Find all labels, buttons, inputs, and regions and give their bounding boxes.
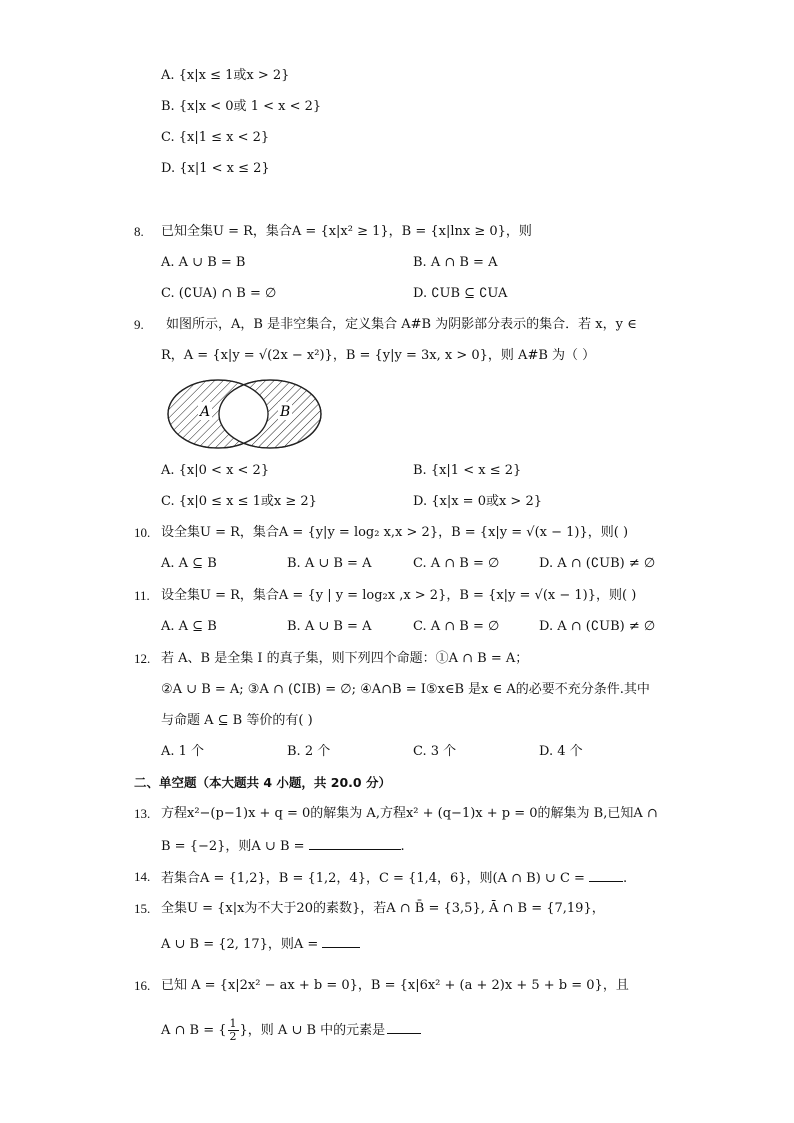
q14-answer-blank[interactable] [589,868,623,882]
fraction-denominator: 2 [229,1030,237,1043]
q14-number: 14. [134,869,151,884]
q12-stem-line2: ②A ∪ B = A; ③A ∩ (∁IB) = ∅; ④A∩B = I⑤x∈B 是x ∈ A的必要不充分条件.其中 [161,682,650,697]
q9-option-a: A. {x|0 < x < 2} [161,463,270,478]
q10-option-c: C. A ∩ B = ∅ [413,556,500,571]
q11-option-a: A. A ⊆ B [161,619,217,634]
q11-option-d: D. A ∩ (∁UB) ≠ ∅ [539,619,656,634]
q16-stem-line2 [161,1018,421,1043]
q10-option-d: D. A ∩ (∁UB) ≠ ∅ [539,556,656,571]
q16-stem-pre: A ∩ B = { [161,1023,227,1038]
q7-option-a: A. {x|x ≤ 1或x > 2} [161,68,290,83]
q13-stem-line2: B = {−2}，则A ∪ B = . [161,836,405,856]
q16-number: 16. [134,978,151,993]
q13-stem-line1: 方程x²−(p−1)x + q = 0的解集为 A,方程x² + (q−1)x + p = 0的解集为 B,已知A ∩ [161,806,658,821]
q11-option-c: C. A ∩ B = ∅ [413,619,500,634]
venn-diagram [166,378,324,450]
q8-option-a: A. A ∪ B = B [161,255,246,270]
q9-option-c: C. {x|0 ≤ x ≤ 1或x ≥ 2} [161,494,317,509]
q16-stem-post: }，则 A ∪ B 中的元素是 [239,1023,386,1038]
q12-option-a: A. 1 个 [161,744,205,759]
q8-number: 8. [134,224,144,239]
q12-number: 12. [134,651,151,666]
q11-stem: 设全集U = R，集合A = {y | y = log₂x ,x > 2}，B = {x|y = √(x − 1)}，则( ) [161,588,637,603]
q7-option-d: D. {x|1 < x ≤ 2} [161,161,270,176]
venn-label-a: A [200,404,211,420]
q12-stem-line3: 与命题 A ⊆ B 等价的有( ) [161,713,313,728]
q7-option-c: C. {x|1 ≤ x < 2} [161,130,270,145]
q12-option-d: D. 4 个 [539,744,583,759]
q14-stem-line: 若集合A = {1,2}，B = {1,2，4}，C = {1,4，6}，则(A ∩ B) ∪ C = . [161,868,627,888]
q8-option-b: B. A ∩ B = A [413,255,498,270]
q8-option-d: D. ∁UB ⊆ ∁UA [413,286,508,301]
fraction-numerator: 1 [229,1017,237,1030]
q16-fraction [228,1018,239,1043]
q15-stem-line2 [161,934,360,954]
q10-option-a: A. A ⊆ B [161,556,217,571]
q8-option-c: C. (∁UA) ∩ B = ∅ [161,286,277,301]
venn-label-b: B [280,404,291,420]
q16-stem-line1: 已知 A = {x|2x² − ax + b = 0}，B = {x|6x² + (a + 2)x + 5 + b = 0}，且 [161,978,629,993]
q9-option-b: B. {x|1 < x ≤ 2} [413,463,522,478]
section-heading: 二、单空题（本大题共 4 小题，共 20.0 分） [134,775,391,790]
q15-answer-blank[interactable] [322,934,360,948]
q15-number: 15. [134,901,151,916]
q9-stem-line2: R，A = {x|y = √(2x − x²)}，B = {y|y = 3x, x > 0}，则 A#B 为（ ） [161,348,596,363]
q15-stem-text: A ∪ B = {2, 17}，则A = [161,937,319,952]
q12-stem-line1: 若 A、B 是全集 I 的真子集，则下列四个命题：①A ∩ B = A； [161,651,529,666]
q9-stem-line1: 如图所示，A，B 是非空集合，定义集合 A#B 为阴影部分表示的集合．若 x，y ∈ [166,317,637,332]
q12-option-b: B. 2 个 [287,744,331,759]
q9-number: 9. [134,317,144,332]
q10-stem: 设全集U = R，集合A = {y|y = log₂ x,x > 2}，B = {x|y = √(x − 1)}，则( ) [161,525,629,540]
q10-number: 10. [134,525,151,540]
q10-option-b: B. A ∪ B = A [287,556,372,571]
q8-stem: 已知全集U = R，集合A = {x|x² ≥ 1}，B = {x|lnx ≥ 0}，则 [161,224,532,239]
q7-option-b: B. {x|x < 0或 1 < x < 2} [161,99,322,114]
q13-stem-text: B = {−2}，则A ∪ B = [161,839,305,854]
q15-stem-line1: 全集U = {x|x为不大于20的素数}，若A ∩ B̄ = {3,5}, Ā ∩ B = {7,19}， [161,901,605,916]
q13-number: 13. [134,806,151,821]
q9-option-d: D. {x|x = 0或x > 2} [413,494,542,509]
q11-number: 11. [134,588,150,603]
q12-option-c: C. 3 个 [413,744,457,759]
q13-answer-blank[interactable] [309,836,401,850]
q11-option-b: B. A ∪ B = A [287,619,372,634]
q14-stem-text: 若集合A = {1,2}，B = {1,2，4}，C = {1,4，6}，则(A ∩ B) ∪ C = [161,871,585,886]
q16-answer-blank[interactable] [387,1020,421,1034]
